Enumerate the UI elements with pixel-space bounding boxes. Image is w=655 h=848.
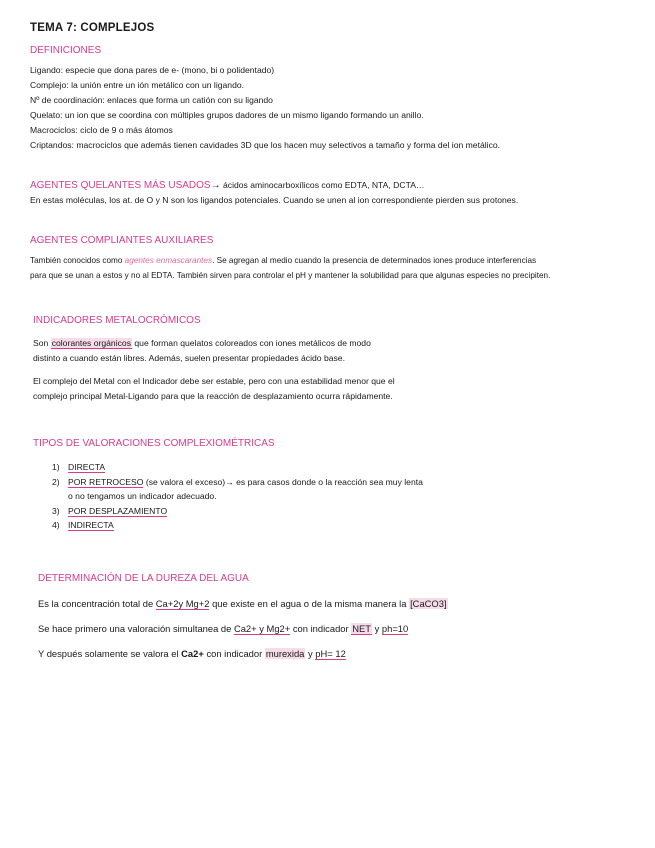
list-number: 2) (52, 476, 60, 487)
text-span: Y después solamente se valora el (38, 648, 182, 659)
indicadores-line-4: complejo principal Metal-Ligando para que la reacción de desplazamiento ocurra rápidamente. (33, 391, 393, 401)
section-heading-definiciones: DEFINICIONES (30, 45, 102, 56)
ca-mg-term: Ca2+ y Mg2+ (233, 623, 291, 634)
auxiliares-line-1 (30, 253, 536, 268)
net-term: NET (352, 623, 371, 634)
section-heading-tipos: TIPOS DE VALORACIONES COMPLEXIOMÉTRICAS (33, 438, 275, 449)
text-span: Es la concentración total de (38, 598, 156, 609)
quelantes-inline-text: ácidos aminocarboxílicos como EDTA, NTA, DCTA… (220, 180, 425, 190)
text-span: y (305, 648, 316, 659)
section-heading-auxiliares: AGENTES COMPLIANTES AUXILIARES (30, 235, 214, 246)
text-span: con indicador (203, 648, 265, 659)
definition-line: Nº de coordinación: enlaces que forma un catión con su ligando (30, 95, 273, 105)
list-rest: (se valora el exceso)→ es para casos donde o la reacción sea muy lenta (143, 476, 423, 487)
ca-mg-term: Ca+2y Mg+2 (155, 598, 210, 609)
text-span: con indicador (290, 623, 352, 634)
enmascarantes-term: agentes enmascarantes (124, 256, 213, 265)
list-item (52, 460, 423, 475)
list-item (52, 475, 423, 490)
auxiliares-line-2: para que se unan a estos y no al EDTA. También sirven para controlar el pH y mantener la solubilidad para que algunas especies no precipiten. (30, 271, 551, 280)
dureza-line-3 (38, 648, 346, 659)
list-item (52, 504, 423, 519)
murexida-term: murexida (265, 648, 305, 659)
text-span: Se hace primero una valoración simultanea de (38, 623, 234, 634)
indicadores-line-2: distinto a cuando están libres. Además, suelen presentar propiedades ácido base. (33, 353, 345, 363)
list-number: 3) (52, 505, 60, 516)
quelantes-text: En estas moléculas, los at. de O y N son los ligandos potenciales. Cuando se unen al ion correspondiente pierden sus protones. (30, 195, 519, 205)
list-label: POR RETROCESO (68, 476, 144, 487)
text-span: que forman quelatos coloreados con iones metálicos de modo (132, 338, 371, 348)
indicadores-line-3: El complejo del Metal con el Indicador debe ser estable, pero con una estabilidad menor que el (33, 376, 395, 386)
list-number: 4) (52, 520, 60, 530)
valoraciones-list (52, 460, 423, 533)
list-number: 1) (52, 462, 60, 472)
definitions-list (30, 63, 500, 153)
ph-term: pH= 12 (315, 648, 346, 659)
section-heading-indicadores: INDICADORES METALOCRÓMICOS (33, 315, 201, 326)
list-item (52, 518, 423, 533)
document-title: TEMA 7: COMPLEJOS (30, 22, 155, 34)
text-span: que existe en el agua o de la misma manera la (209, 598, 410, 609)
ca-term: Ca2+ (181, 648, 204, 659)
arrow-icon: → (210, 180, 221, 191)
list-label: INDIRECTA (68, 520, 114, 530)
indicadores-line-1 (33, 336, 371, 351)
text-span: y (371, 623, 382, 634)
section-heading-quelantes: AGENTES QUELANTES MÁS USADOS (30, 180, 211, 191)
colorantes-term: colorantes orgánicos (51, 338, 131, 348)
definition-line: Ligando: especie que dona pares de e- (mono, bi o polidentado) (30, 65, 275, 75)
caco3-term: [CaCO3] (410, 598, 447, 609)
ph-term: ph=10 (381, 623, 409, 634)
section-heading-dureza: DETERMINACIÓN DE LA DUREZA DEL AGUA (38, 573, 249, 584)
quelantes-header-line (30, 175, 425, 193)
definition-line: Macrociclos: ciclo de 9 o más átomos (30, 125, 173, 135)
definition-line: Complejo: la unión entre un ión metálico con un ligando. (30, 80, 245, 90)
text-span: . Se agregan al medio cuando la presencia de determinados iones produce interferencias (212, 256, 537, 265)
definition-line: Criptandos: macrociclos que además tienen cavidades 3D que los hacen muy selectivos a tamaño y forma del ion metálico. (30, 140, 501, 150)
dureza-line-1 (38, 598, 448, 609)
definition-line: Quelato: un ion que se coordina con múltiples grupos dadores de un mismo ligando formando un anillo. (30, 110, 424, 120)
list-label: POR DESPLAZAMIENTO (68, 505, 168, 516)
dureza-line-2 (38, 623, 408, 634)
text-span: Son (33, 338, 51, 348)
text-span: También conocidos como (30, 256, 125, 265)
list-label: DIRECTA (68, 462, 106, 472)
list-item-continuation: o no tengamos un indicador adecuado. (68, 491, 217, 501)
